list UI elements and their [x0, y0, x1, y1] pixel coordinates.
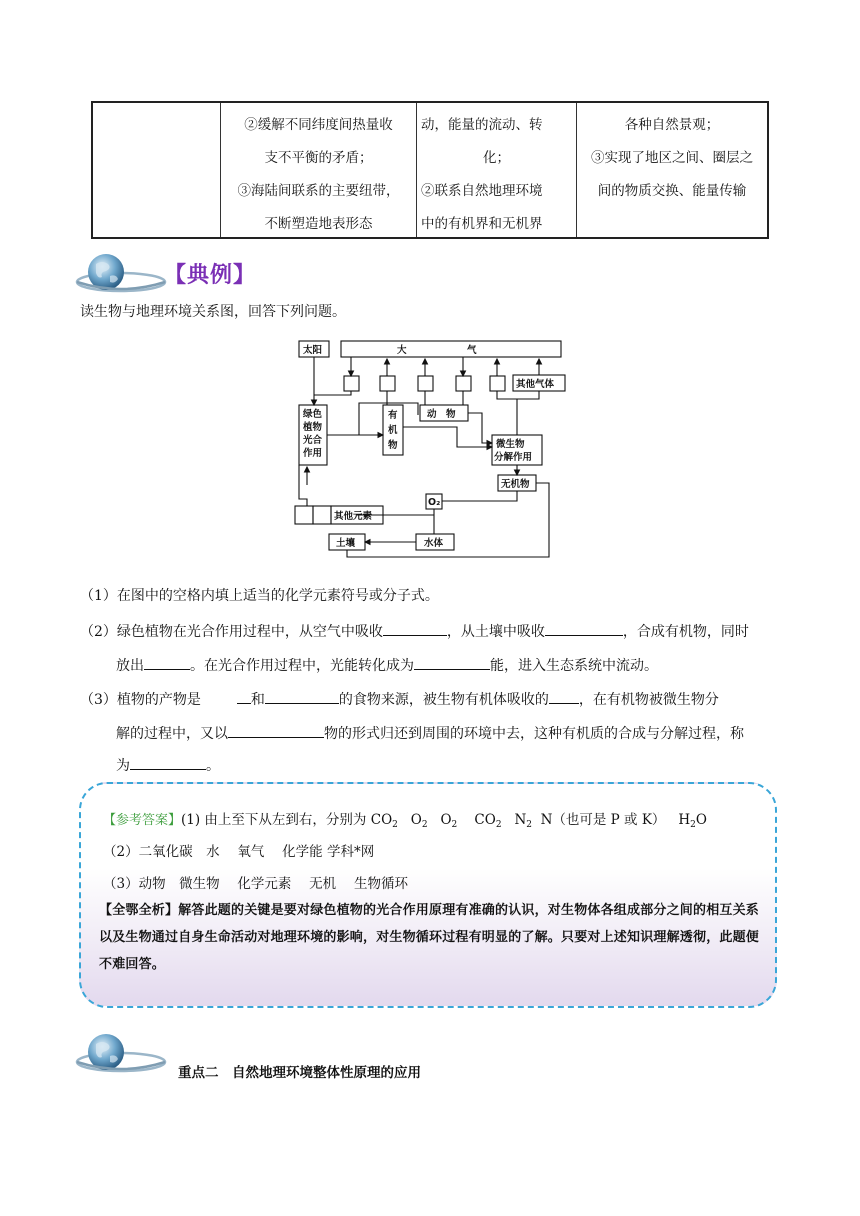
- question-3-line-1: [80, 688, 719, 710]
- atmosphere-box: [341, 341, 561, 357]
- label-water: 水体: [424, 538, 444, 549]
- blank-box-5: [490, 376, 505, 391]
- answer-analysis: [99, 897, 759, 978]
- answer-blank: [228, 722, 324, 738]
- label-o2: O₂: [428, 497, 441, 508]
- answer-line-2: （2）二氧化碳 水 氧气 化学能 学科*网: [103, 844, 375, 860]
- table-text: 中的有机界和无机界: [421, 216, 543, 232]
- table-text: ②缓解不同纬度间热量收: [244, 117, 393, 133]
- q3-text: 。: [206, 758, 220, 774]
- answer-item: H: [678, 812, 691, 828]
- label-green-plant: 绿色: [303, 409, 323, 420]
- answer-item: CO: [370, 812, 393, 828]
- table-text: ③实现了地区之间、圈层之: [591, 150, 753, 166]
- answer-box: [79, 782, 777, 1008]
- answer-item: O: [410, 812, 422, 828]
- label-other-elements: 其他元素: [334, 511, 373, 522]
- label-green-plant: 植物: [303, 422, 323, 433]
- section-2-title: 重点二 自然地理环境整体性原理的应用: [178, 1065, 421, 1081]
- q2-text: ，合成有机物，同时: [622, 624, 749, 640]
- label-organic: 有: [388, 410, 398, 421]
- q3-text: 解的过程中，又以: [116, 726, 228, 742]
- label-microbe: 分解作用: [494, 452, 533, 463]
- example-intro: 读生物与地理环境关系图，回答下列问题。: [80, 304, 346, 320]
- q3-text: ，在有机物被微生物分: [578, 692, 719, 708]
- q2-text: （2）绿色植物在光合作用过程中，从空气中吸收: [80, 624, 383, 640]
- blank-box-4: [456, 376, 471, 391]
- table-text: ②联系自然地理环境: [421, 183, 543, 199]
- answer-blank: [545, 620, 623, 636]
- table-cell-bio-cycle: [417, 103, 577, 237]
- label-other-gas: 其他气体: [516, 379, 555, 390]
- q3-text: 和: [250, 692, 265, 708]
- answer-blank: [144, 654, 190, 670]
- answer-blank: [383, 620, 447, 636]
- q3-text: （3）植物的产物是: [80, 692, 201, 708]
- question-3-line-3: [116, 754, 220, 776]
- table-text: 各种自然景观；: [624, 117, 720, 133]
- answer-line-3: （3）动物 微生物 化学元素 无机 生物循环: [103, 876, 408, 892]
- analysis-label: 【全鄂全析】: [99, 903, 179, 918]
- table-text: 间的物质交换、能量传输: [597, 183, 747, 199]
- label-atmosphere-1: 大: [397, 345, 407, 356]
- table-cell-rock-cycle: [577, 103, 767, 237]
- blank-box-6: [295, 506, 313, 524]
- table-text: 支不平衡的矛盾；: [264, 150, 373, 166]
- label-green-plant: 光合: [303, 435, 323, 446]
- globe-icon: [74, 1030, 168, 1076]
- answer-line-1: 【参考答案】(1) 由上至下从左到右，分别为 $CO_2$ $O_2$ $O_2$ $CO_2$ $N_2$ N（也可是 P 或 K） $H_2O$: [103, 812, 707, 830]
- geo-table-fragment: [91, 101, 769, 239]
- answer-item: N（也可是 P 或 K）: [540, 812, 666, 828]
- answer-blank: [130, 754, 206, 770]
- q3-text: 为: [116, 758, 130, 774]
- label-green-plant: 作用: [303, 448, 323, 459]
- answer-item: O: [695, 812, 707, 828]
- blank-box-7: [313, 506, 331, 524]
- analysis-text: 解答此题的关键是要对绿色植物的光合作用原理有准确的认识，对生物体各组成部分之间的相互关系以及生物通过自身生命活动对地理环境的影响，对生物循环过程有明显的了解。只要对上述知识理解透彻，此题便不难回答。: [99, 903, 760, 972]
- answer-blank: [549, 688, 579, 704]
- label-organic: 机: [388, 425, 398, 436]
- q3-text: 物的形式归还到周围的环境中去，这种有机质的合成与分解过程，称: [324, 726, 744, 742]
- label-microbe: 微生物: [496, 439, 525, 450]
- label-organic: 物: [388, 440, 398, 451]
- blank-box-1: [344, 376, 359, 391]
- bio-geo-relationship-diagram: [287, 335, 577, 565]
- answer-blank: [237, 688, 251, 704]
- label-inorganic: 无机物: [501, 479, 530, 490]
- blank-box-2: [380, 376, 395, 391]
- table-text: ③海陆间联系的主要纽带，: [237, 183, 400, 199]
- answer-blank: [414, 654, 490, 670]
- table-cell-water-cycle: [221, 103, 417, 237]
- q2-text: 。在光合作用过程中，光能转化成为: [190, 658, 414, 674]
- answer-item: CO: [474, 812, 496, 828]
- table-cell-empty: [93, 103, 221, 237]
- blank-box-3: [418, 376, 433, 391]
- q3-text: 的食物来源，被生物有机体吸收的: [338, 692, 549, 708]
- answer-item: O: [440, 812, 452, 828]
- q2-text: 能，进入生态系统中流动。: [490, 658, 658, 674]
- question-3-line-2: [116, 722, 744, 744]
- answer-text: (1) 由上至下从左到右，分别为: [181, 812, 371, 828]
- label-animal: 动 物: [427, 409, 456, 420]
- question-1: （1）在图中的空格内填上适当的化学元素符号或分子式。: [80, 588, 439, 604]
- table-text: 动，能量的流动、转: [421, 117, 543, 133]
- answer-item: N: [514, 812, 527, 828]
- example-title: 【典例】: [164, 263, 257, 288]
- answer-blank: [265, 688, 339, 704]
- answer-label: 【参考答案】: [103, 813, 182, 828]
- globe-icon: [74, 250, 168, 296]
- label-sun: 太阳: [303, 345, 323, 356]
- table-text: 化；: [483, 150, 510, 166]
- q2-text: 放出: [116, 658, 144, 674]
- table-text: 不断塑造地表形态: [264, 216, 373, 232]
- question-2-line-1: [80, 620, 749, 642]
- label-soil: 土壤: [336, 538, 356, 549]
- q2-text: ，从土壤中吸收: [446, 624, 545, 640]
- label-atmosphere-2: 气: [467, 345, 477, 356]
- question-2-line-2: [116, 654, 658, 676]
